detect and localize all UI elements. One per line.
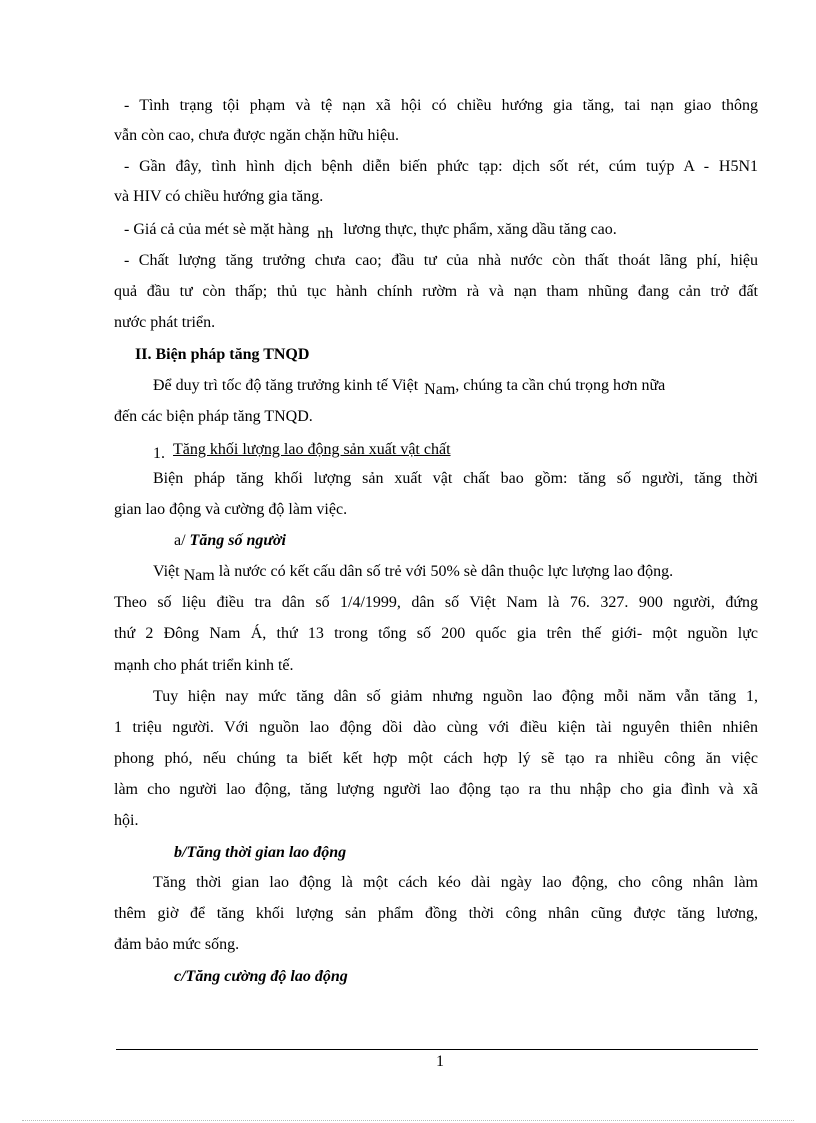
text-line: thứ 2 Đông Nam Á, thứ 13 trong tổng số 200 quốc gia trên thế giới- một nguồn lực [114, 625, 758, 642]
text-span: nh [317, 225, 334, 242]
subsection-heading [153, 440, 797, 460]
page-edge-divider [22, 1120, 794, 1121]
text-span: Để duy trì tốc độ tăng trưởng kinh tế Việt [153, 377, 419, 394]
subsection-number: a/ [174, 532, 186, 549]
text-span: lương thực, thực phẩm, xăng dầu tăng cao. [343, 221, 617, 238]
subsection-title: Tăng số người [189, 532, 286, 549]
footer-rule [116, 1049, 758, 1050]
text-line: phong phó, nếu chúng ta biết kết hợp một cách hợp lý sẽ tạo ra nhiều công ăn việc [114, 750, 758, 767]
text-line: Tuy hiện nay mức tăng dân số giảm nhưng nguồn lao động mỗi năm vẫn tăng 1, [153, 688, 758, 705]
text-line: đến các biện pháp tăng TNQD. [114, 408, 313, 425]
subsection-number: 1. [153, 445, 165, 462]
text-line: quả đầu tư còn thấp; thủ tục hành chính rườm rà và nạn tham nhũng đang cản trở đất [114, 283, 758, 300]
text-span: , chúng ta cần chú trọng hơn nữa [455, 377, 666, 394]
text-line: - Tình trạng tội phạm và tệ nạn xã hội có chiều hướng gia tăng, tai nạn giao thông [124, 97, 758, 114]
text-line [153, 376, 758, 396]
text-line: gian lao động và cường độ làm việc. [114, 501, 348, 518]
text-line: Theo số liệu điều tra dân số 1/4/1999, dân số Việt Nam là 76. 327. 900 người, đứng [114, 594, 758, 611]
subsection-heading [174, 531, 816, 551]
text-line: làm cho người lao động, tăng lượng người lao động tạo ra thu nhập cho gia đình và xã [114, 781, 758, 798]
text-span: Nam [183, 567, 215, 584]
text-line: và HIV có chiều hướng gia tăng. [114, 188, 324, 205]
text-line: nước phát triển. [114, 314, 216, 331]
text-line [124, 220, 768, 240]
text-span: Nam [424, 381, 456, 398]
text-line: - Chất lượng tăng trưởng chưa cao; đầu tư của nhà nước còn thất thoát lãng phí, hiệu [124, 252, 758, 269]
text-line: đảm bảo mức sống. [114, 936, 240, 953]
text-line: Biện pháp tăng khối lượng sản xuất vật chất bao gồm: tăng số người, tăng thời [153, 470, 758, 487]
section-heading: II. Biện pháp tăng TNQD [135, 346, 310, 363]
subsection-heading: b/Tăng thời gian lao động [174, 844, 347, 861]
subsection-title: Tăng khối lượng lao động sản xuất vật chất [173, 441, 451, 458]
text-line: mạnh cho phát triển kinh tế. [114, 657, 294, 674]
text-line: Tăng thời gian lao động là một cách kéo dài ngày lao động, cho công nhân làm [153, 874, 758, 891]
text-line: 1 triệu người. Với nguồn lao động dồi dào cùng với điều kiện tài nguyên thiên nhiên [114, 719, 758, 736]
text-line: - Gần đây, tình hình dịch bệnh diễn biến phức tạp: dịch sốt rét, cúm tuýp A - H5N1 [124, 158, 758, 175]
text-span: Việt [153, 563, 180, 580]
text-span: là nước có kết cấu dân số trẻ với 50% sè dân thuộc lực lượng lao động. [218, 563, 674, 580]
text-line [153, 562, 758, 582]
text-line: thêm giờ để tăng khối lượng sản phẩm đồng thời công nhân cũng được tăng lương, [114, 905, 758, 922]
text-span: - Giá cả của mét sè mặt hàng [124, 221, 310, 238]
page-number: 1 [436, 1053, 444, 1070]
text-line: hội. [114, 812, 139, 829]
text-line: vẫn còn cao, chưa được ngăn chặn hữu hiệu. [114, 127, 400, 144]
subsection-heading: c/Tăng cường độ lao động [174, 968, 348, 985]
